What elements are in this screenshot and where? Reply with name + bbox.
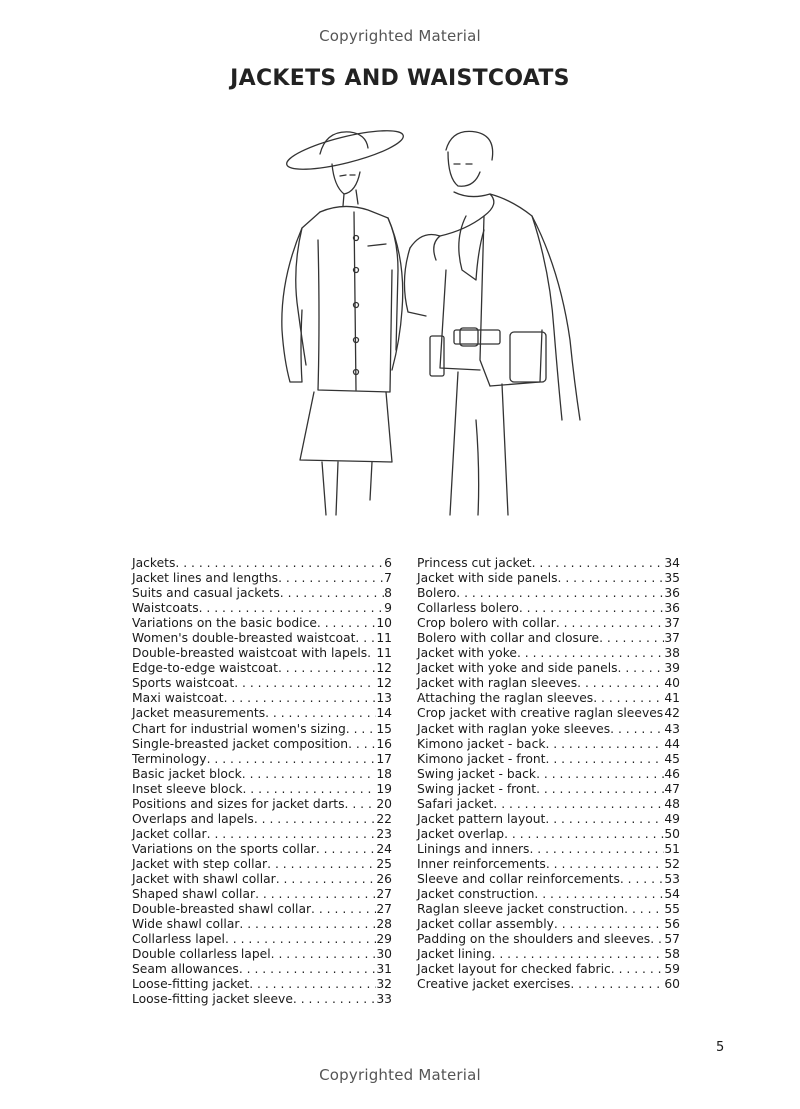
toc-leader-dots <box>618 661 665 676</box>
toc-entry <box>417 631 680 646</box>
toc-entry <box>417 932 680 947</box>
toc-entry-title: Double-breasted shawl collar <box>132 902 312 917</box>
toc-leader-dots <box>278 661 376 676</box>
toc-entry-page: 58 <box>664 947 680 962</box>
toc-entry <box>132 737 392 752</box>
toc-leader-dots <box>271 947 377 962</box>
toc-entry-title: Sports waistcoat <box>132 676 235 691</box>
toc-entry <box>132 706 392 721</box>
toc-leader-dots <box>534 887 664 902</box>
toc-entry-page: 48 <box>664 796 680 811</box>
toc-entry <box>132 571 392 586</box>
toc-entry <box>417 571 680 586</box>
toc-entry-title: Swing jacket - front <box>417 781 537 796</box>
toc-leader-dots <box>293 992 376 1007</box>
toc-entry <box>132 691 392 706</box>
toc-leader-dots <box>493 797 664 812</box>
toc-entry-page: 33 <box>376 992 392 1007</box>
toc-entry <box>417 722 680 737</box>
toc-entry-page: 45 <box>664 751 680 766</box>
toc-leader-dots <box>267 857 376 872</box>
toc-entry-title: Wide shawl collar <box>132 917 240 932</box>
toc-entry <box>132 887 392 902</box>
toc-entry-title: Jacket construction <box>417 887 535 902</box>
toc-entry-title: Suits and casual jackets <box>132 586 280 601</box>
toc-entry <box>132 752 392 767</box>
toc-leader-dots <box>207 827 377 842</box>
toc-entry-page: 24 <box>376 841 392 856</box>
toc-entry <box>417 917 680 932</box>
toc-leader-dots <box>242 782 376 797</box>
toc-entry-title: Jacket with side panels <box>417 571 558 586</box>
toc-entry-page: 14 <box>376 706 392 721</box>
toc-entry-title: Loose-fitting jacket sleeve <box>132 992 293 1007</box>
toc-entry-page: 39 <box>664 661 680 676</box>
toc-entry-title: Double-breasted waistcoat with lapels <box>132 646 368 661</box>
toc-entry-title: Bolero with collar and closure <box>417 631 600 646</box>
toc-entry <box>132 797 392 812</box>
toc-entry-page: 44 <box>664 736 680 751</box>
toc-leader-dots <box>346 722 377 737</box>
toc-entry-title: Seam allowances <box>132 962 239 977</box>
toc-entry-title: Edge-to-edge waistcoat <box>132 661 278 676</box>
toc-entry-title: Jacket collar <box>132 826 207 841</box>
toc-leader-dots <box>242 767 377 782</box>
toc-entry-page: 32 <box>376 977 392 992</box>
toc-leader-dots <box>611 962 665 977</box>
toc-leader-dots <box>199 601 385 616</box>
toc-leader-dots <box>546 752 665 767</box>
toc-entry <box>417 902 680 917</box>
toc-entry-title: Double collarless lapel <box>132 947 271 962</box>
toc-entry <box>132 857 392 872</box>
toc-entry-title: Attaching the raglan sleeves <box>417 691 594 706</box>
toc-entry <box>132 812 392 827</box>
toc-entry <box>132 977 392 992</box>
toc-entry-title: Collarless lapel <box>132 932 225 947</box>
toc-entry <box>417 842 680 857</box>
toc-entry-page: 16 <box>376 736 392 751</box>
toc-leader-dots <box>624 902 664 917</box>
toc-entry <box>417 857 680 872</box>
toc-entry-title: Shaped shawl collar <box>132 887 256 902</box>
toc-entry <box>417 586 680 601</box>
toc-entry-title: Jacket with shawl collar <box>132 871 276 886</box>
toc-entry-title: Inner reinforcements <box>417 856 546 871</box>
toc-entry-title: Collarless bolero <box>417 601 519 616</box>
toc-leader-dots <box>278 571 384 586</box>
toc-entry <box>417 962 680 977</box>
toc-leader-dots <box>519 601 664 616</box>
toc-entry-title: Bolero <box>417 586 457 601</box>
toc-entry-title: Jacket layout for checked fabric <box>417 962 611 977</box>
toc-entry <box>417 616 680 631</box>
toc-entry-title: Inset sleeve block <box>132 781 243 796</box>
toc-leader-dots <box>316 842 377 857</box>
toc-entry <box>132 767 392 782</box>
toc-leader-dots <box>620 872 664 887</box>
toc-entry-page: 29 <box>376 932 392 947</box>
toc-entry-page: 12 <box>376 676 392 691</box>
toc-leader-dots <box>546 857 665 872</box>
toc-entry-title: Linings and inners <box>417 841 530 856</box>
toc-entry <box>417 827 680 842</box>
toc-entry-page: 30 <box>376 947 392 962</box>
toc-entry <box>417 947 680 962</box>
toc-entry-page: 31 <box>376 962 392 977</box>
toc-entry-page: 42 <box>664 706 680 721</box>
toc-entry-title: Safari jacket <box>417 796 494 811</box>
toc-entry <box>132 722 392 737</box>
toc-entry <box>417 797 680 812</box>
toc-entry <box>417 782 680 797</box>
toc-leader-dots <box>536 782 664 797</box>
toc-leader-dots <box>239 917 376 932</box>
toc-entry-title: Crop jacket with creative raglan sleeves <box>417 706 664 721</box>
toc-entry <box>417 977 680 992</box>
toc-leader-dots <box>234 676 376 691</box>
toc-entry-page: 34 <box>664 556 680 570</box>
toc-entry-page: 20 <box>376 796 392 811</box>
toc-entry-title: Basic jacket block <box>132 766 242 781</box>
toc-entry-title: Jacket with step collar <box>132 856 268 871</box>
toc-entry-title: Loose-fitting jacket <box>132 977 250 992</box>
toc-entry-title: Jacket lining <box>417 947 492 962</box>
toc-entry-page: 27 <box>376 887 392 902</box>
toc-leader-dots <box>599 631 664 646</box>
toc-entry-title: Chart for industrial women's sizing <box>132 721 346 736</box>
toc-entry-title: Variations on the sports collar <box>132 841 316 856</box>
toc-entry-page: 8 <box>384 586 392 601</box>
toc-entry-title: Crop bolero with collar <box>417 616 556 631</box>
toc-entry <box>132 932 392 947</box>
toc-entry-page: 38 <box>664 646 680 661</box>
toc-entry-title: Terminology <box>132 751 207 766</box>
toc-entry-page: 59 <box>664 962 680 977</box>
toc-entry-page: 12 <box>376 661 392 676</box>
toc-entry <box>132 646 392 661</box>
toc-leader-dots <box>311 902 376 917</box>
toc-leader-dots <box>224 691 377 706</box>
toc-entry <box>417 661 680 676</box>
toc-entry-page: 52 <box>664 856 680 871</box>
toc-entry-title: Swing jacket - back <box>417 766 537 781</box>
toc-entry-page: 55 <box>664 902 680 917</box>
toc-entry-page: 11 <box>376 646 392 661</box>
toc-entry-title: Jacket overlap <box>417 826 505 841</box>
toc-entry-page: 6 <box>384 556 392 570</box>
toc-leader-dots <box>355 631 376 646</box>
toc-leader-dots <box>207 752 377 767</box>
watermark-top: Copyrighted Material <box>319 27 481 45</box>
toc-entry <box>417 706 680 721</box>
toc-entry-page: 53 <box>664 871 680 886</box>
toc-entry <box>417 676 680 691</box>
toc-entry <box>132 827 392 842</box>
toc-left-column <box>132 556 392 1007</box>
toc-entry-title: Single-breasted jacket composition <box>132 736 349 751</box>
toc-leader-dots <box>517 646 664 661</box>
toc-entry-page: 28 <box>376 917 392 932</box>
toc-leader-dots <box>532 556 665 571</box>
toc-entry-title: Jacket lines and lengths <box>132 571 279 586</box>
toc-entry-title: Kimono jacket - back <box>417 736 546 751</box>
toc-entry-title: Jacket collar assembly <box>417 917 554 932</box>
toc-leader-dots <box>650 932 664 947</box>
toc-entry <box>132 586 392 601</box>
toc-leader-dots <box>536 767 664 782</box>
toc-entry-title: Sleeve and collar reinforcements <box>417 871 620 886</box>
toc-leader-dots <box>558 571 665 586</box>
toc-leader-dots <box>529 842 664 857</box>
toc-entry <box>417 556 680 571</box>
toc-entry-title: Jacket with yoke <box>417 646 517 661</box>
toc-entry-page: 9 <box>384 601 392 616</box>
toc-entry-page: 18 <box>376 766 392 781</box>
toc-entry-page: 36 <box>664 586 680 601</box>
toc-entry <box>417 646 680 661</box>
toc-entry-page: 50 <box>664 826 680 841</box>
toc-entry-page: 43 <box>664 721 680 736</box>
toc-entry-title: Padding on the shoulders and sleeves <box>417 932 651 947</box>
toc-entry-page: 27 <box>376 902 392 917</box>
toc-entry-page: 56 <box>664 917 680 932</box>
toc-entry-page: 60 <box>664 977 680 992</box>
toc-entry-page: 15 <box>376 721 392 736</box>
toc-leader-dots <box>345 797 377 812</box>
toc-leader-dots <box>554 917 664 932</box>
toc-leader-dots <box>280 586 384 601</box>
toc-entry <box>132 947 392 962</box>
toc-entry-title: Women's double-breasted waistcoat <box>132 631 356 646</box>
toc-entry-title: Maxi waistcoat <box>132 691 224 706</box>
toc-entry-title: Waistcoats <box>132 601 199 616</box>
toc-entry-page: 23 <box>376 826 392 841</box>
toc-entry-title: Jacket with yoke and side panels <box>417 661 618 676</box>
toc-entry <box>132 962 392 977</box>
toc-entry-title: Raglan sleeve jacket construction <box>417 902 625 917</box>
toc-entry-title: Jacket with raglan yoke sleeves <box>417 721 611 736</box>
toc-leader-dots <box>610 722 664 737</box>
toc-entry-page: 37 <box>664 631 680 646</box>
toc-entry-page: 49 <box>664 811 680 826</box>
toc-leader-dots <box>367 646 376 661</box>
toc-entry-page: 13 <box>376 691 392 706</box>
toc-leader-dots <box>593 691 664 706</box>
toc-leader-dots <box>265 706 376 721</box>
toc-leader-dots <box>317 616 376 631</box>
toc-entry <box>417 752 680 767</box>
toc-entry <box>417 767 680 782</box>
toc-entry <box>132 661 392 676</box>
toc-leader-dots <box>556 616 664 631</box>
page-number: 5 <box>716 1040 725 1055</box>
toc-entry-page: 47 <box>664 781 680 796</box>
toc-leader-dots <box>175 556 384 571</box>
toc-entry-page: 17 <box>376 751 392 766</box>
toc-entry <box>417 812 680 827</box>
toc-leader-dots <box>570 977 664 992</box>
toc-leader-dots <box>492 947 665 962</box>
toc-leader-dots <box>545 737 664 752</box>
toc-entry-page: 25 <box>376 856 392 871</box>
toc-entry-page: 22 <box>376 811 392 826</box>
toc-entry-page: 51 <box>664 841 680 856</box>
toc-leader-dots <box>249 977 376 992</box>
toc-entry <box>132 631 392 646</box>
toc-entry <box>132 902 392 917</box>
toc-entry <box>132 556 392 571</box>
toc-leader-dots <box>239 962 377 977</box>
toc-entry <box>132 992 392 1007</box>
toc-leader-dots <box>255 887 376 902</box>
toc-entry-page: 41 <box>664 691 680 706</box>
page-title: JACKETS AND WAISTCOATS <box>230 66 570 91</box>
toc-entry <box>132 842 392 857</box>
toc-entry-page: 26 <box>376 871 392 886</box>
toc-leader-dots <box>276 872 377 887</box>
toc-entry-page: 10 <box>376 616 392 631</box>
toc-entry <box>417 601 680 616</box>
toc-entry-title: Jackets <box>132 556 176 570</box>
toc-entry <box>417 737 680 752</box>
toc-entry-page: 36 <box>664 601 680 616</box>
toc-entry-title: Princess cut jacket <box>417 556 532 570</box>
toc-entry <box>132 872 392 887</box>
toc-leader-dots <box>577 676 664 691</box>
toc-entry <box>132 616 392 631</box>
toc-entry <box>417 887 680 902</box>
fashion-sketch-icon <box>240 120 590 524</box>
toc-leader-dots <box>348 737 376 752</box>
toc-entry-page: 11 <box>376 631 392 646</box>
toc-leader-dots <box>504 827 664 842</box>
toc-entry-title: Overlaps and lapels <box>132 811 254 826</box>
toc-leader-dots <box>456 586 664 601</box>
toc-entry-page: 7 <box>384 571 392 586</box>
toc-entry-title: Creative jacket exercises <box>417 977 571 992</box>
toc-entry-title: Variations on the basic bodice <box>132 616 317 631</box>
toc-entry-page: 57 <box>664 932 680 947</box>
toc-entry-page: 54 <box>664 887 680 902</box>
toc-entry-page: 19 <box>376 781 392 796</box>
toc-entry-page: 40 <box>664 676 680 691</box>
toc-entry-page: 37 <box>664 616 680 631</box>
toc-entry-page: 46 <box>664 766 680 781</box>
toc-entry-title: Jacket pattern layout <box>417 811 546 826</box>
toc-entry <box>417 872 680 887</box>
toc-entry-title: Positions and sizes for jacket darts <box>132 796 345 811</box>
toc-leader-dots <box>254 812 377 827</box>
toc-entry-title: Kimono jacket - front <box>417 751 546 766</box>
toc-entry <box>417 691 680 706</box>
toc-entry <box>132 782 392 797</box>
toc-entry <box>132 676 392 691</box>
toc-entry-title: Jacket measurements <box>132 706 266 721</box>
toc-leader-dots <box>545 812 664 827</box>
toc-entry-page: 35 <box>664 571 680 586</box>
toc-right-column <box>417 556 680 992</box>
toc-leader-dots <box>225 932 376 947</box>
toc-entry-title: Jacket with raglan sleeves <box>417 676 578 691</box>
toc-entry <box>132 601 392 616</box>
watermark-bottom: Copyrighted Material <box>319 1066 481 1084</box>
toc-entry <box>132 917 392 932</box>
